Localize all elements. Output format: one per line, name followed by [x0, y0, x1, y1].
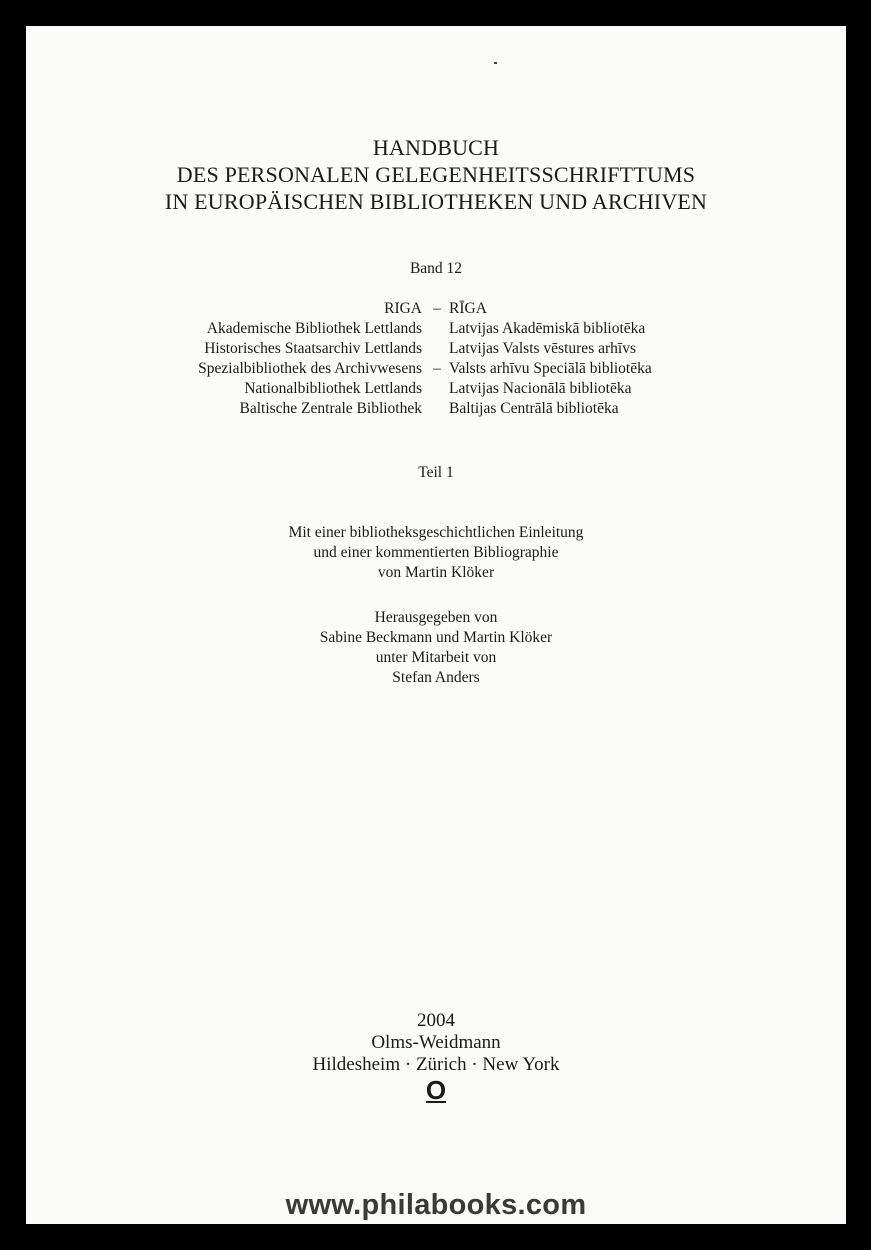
title-line-2: DES PERSONALEN GELEGENHEITSSCHRIFTTUMS [176, 162, 696, 187]
introduction-note [26, 523, 846, 583]
intro-line-3: von Martin Klöker [377, 564, 495, 581]
institution-lv: Latvijas Valsts vēstures arhīvs [449, 340, 636, 357]
institution-lv: Baltijas Centrālā bibliotēka [449, 400, 619, 417]
editors-line-2: Sabine Beckmann und Martin Klöker [319, 629, 553, 646]
editors-line-3: unter Mitarbeit von [375, 649, 497, 666]
institution-lv: Valsts arhīvu Speciālā bibliotēka [449, 360, 652, 377]
editors-line-1: Herausgegeben von [374, 609, 498, 626]
institution-separator: – [433, 360, 441, 377]
watermark-text: www.philabooks.com [285, 1189, 587, 1221]
institution-de: Historisches Staatsarchiv Lettlands [204, 340, 422, 357]
editors-note [26, 608, 846, 688]
institution-de: Nationalbibliothek Lettlands [244, 380, 422, 397]
handbook-title [26, 134, 846, 215]
institution-separator: – [433, 300, 441, 317]
publisher-logo: O [425, 1075, 447, 1105]
institution-lv: RĪGA [449, 300, 487, 317]
institution-de: Akademische Bibliothek Lettlands [206, 320, 422, 337]
intro-line-2: und einer kommentierten Bibliographie [313, 544, 559, 561]
institution-de: Spezialbibliothek des Archivwesens [198, 360, 422, 377]
title-line-3: IN EUROPÄISCHEN BIBLIOTHEKEN UND ARCHIVEN [164, 189, 708, 214]
part-number: Teil 1 [418, 464, 454, 481]
intro-line-1: Mit einer bibliotheksgeschichtlichen Einleitung [288, 524, 584, 541]
ink-speck [494, 62, 497, 64]
publication-year: 2004 [417, 1010, 455, 1031]
title-line-1: HANDBUCH [372, 135, 500, 160]
publisher-name: Olms-Weidmann [371, 1032, 501, 1053]
institutions-list [26, 299, 846, 424]
institution-lv: Latvijas Akadēmiskā bibliotēka [449, 320, 646, 337]
institution-de: Baltische Zentrale Bibliothek [239, 400, 422, 417]
title-page [26, 26, 846, 1224]
volume-number: Band 12 [409, 260, 463, 277]
publisher-block [26, 1010, 846, 1104]
institution-de: RIGA [384, 300, 422, 317]
editors-line-4: Stefan Anders [392, 669, 480, 686]
publisher-places: Hildesheim · Zürich · New York [312, 1054, 560, 1075]
institution-lv: Latvijas Nacionālā bibliotēka [449, 380, 632, 397]
